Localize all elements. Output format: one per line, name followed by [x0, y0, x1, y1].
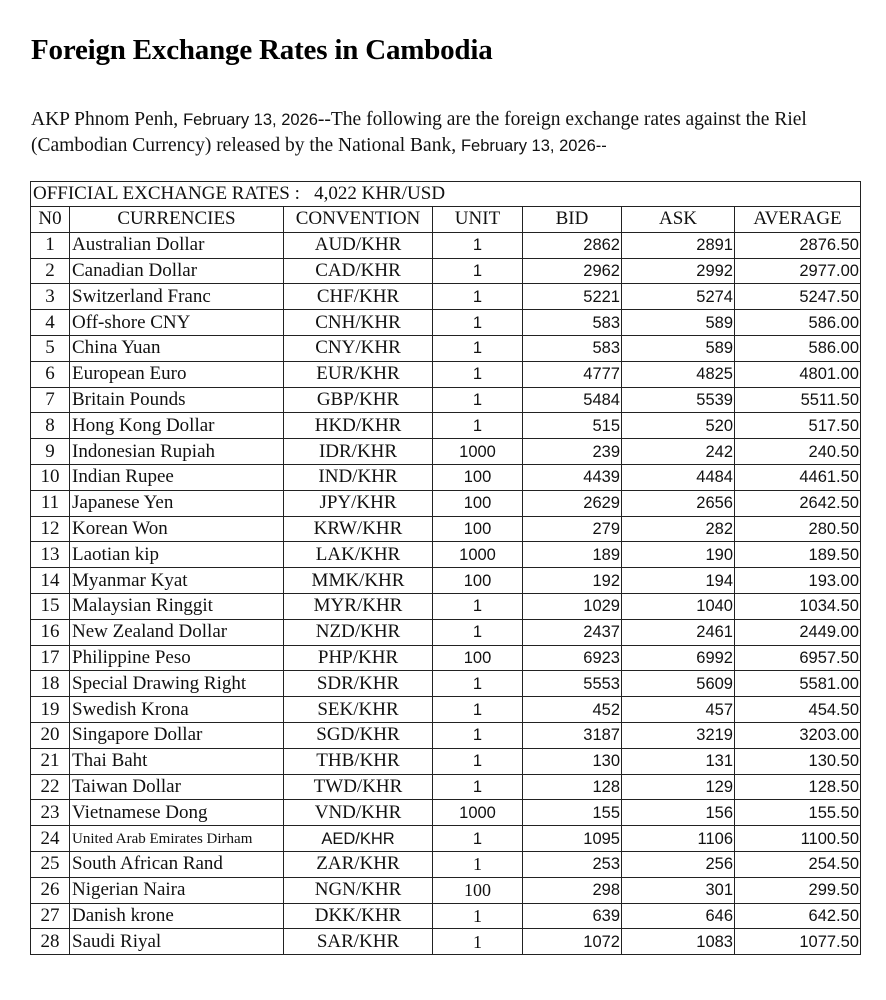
row-number: 25 [31, 851, 70, 877]
table-row [31, 826, 861, 852]
currency-unit: 1 [433, 361, 523, 387]
ask-rate: 5274 [622, 284, 735, 310]
currency-convention: IND/KHR [284, 464, 433, 490]
ask-rate: 1040 [622, 593, 735, 619]
ask-rate: 520 [622, 413, 735, 439]
intro-text-2: --The following are the foreign exchange rates against the Riel (Cambodian Currency) released by the National Bank, [31, 109, 807, 156]
currency-convention: SEK/KHR [284, 697, 433, 723]
average-rate: 1034.50 [735, 593, 861, 619]
currency-unit: 1 [433, 826, 523, 852]
intro-text-3: -- [595, 137, 607, 155]
average-rate: 254.50 [735, 851, 861, 877]
currency-unit: 1 [433, 748, 523, 774]
average-rate: 454.50 [735, 697, 861, 723]
currency-convention: HKD/KHR [284, 413, 433, 439]
currency-unit: 1 [433, 284, 523, 310]
row-number: 11 [31, 490, 70, 516]
average-rate: 2449.00 [735, 619, 861, 645]
currency-unit: 1 [433, 903, 523, 929]
currency-unit: 1 [433, 335, 523, 361]
currency-convention: PHP/KHR [284, 645, 433, 671]
average-rate: 128.50 [735, 774, 861, 800]
ask-rate: 4484 [622, 464, 735, 490]
average-rate: 4801.00 [735, 361, 861, 387]
ask-rate: 589 [622, 310, 735, 336]
average-rate: 130.50 [735, 748, 861, 774]
currency-name: Malaysian Ringgit [70, 593, 284, 619]
row-number: 10 [31, 464, 70, 490]
average-rate: 6957.50 [735, 645, 861, 671]
bid-rate: 253 [523, 851, 622, 877]
currency-convention: GBP/KHR [284, 387, 433, 413]
row-number: 27 [31, 903, 70, 929]
currency-convention: KRW/KHR [284, 516, 433, 542]
page-title: Foreign Exchange Rates in Cambodia [31, 34, 493, 66]
bid-rate: 192 [523, 568, 622, 594]
ask-rate: 646 [622, 903, 735, 929]
currency-name: Britain Pounds [70, 387, 284, 413]
row-number: 5 [31, 335, 70, 361]
average-rate: 2642.50 [735, 490, 861, 516]
currency-name: Hong Kong Dollar [70, 413, 284, 439]
average-rate: 193.00 [735, 568, 861, 594]
header-bid: BID [523, 207, 622, 233]
currency-convention: DKK/KHR [284, 903, 433, 929]
currency-unit: 1 [433, 722, 523, 748]
ask-rate: 457 [622, 697, 735, 723]
bid-rate: 4439 [523, 464, 622, 490]
currency-unit: 100 [433, 568, 523, 594]
bid-rate: 2437 [523, 619, 622, 645]
bid-rate: 639 [523, 903, 622, 929]
average-rate: 5581.00 [735, 671, 861, 697]
average-rate: 642.50 [735, 903, 861, 929]
header-unit: UNIT [433, 207, 523, 233]
currency-name: Off-shore CNY [70, 310, 284, 336]
row-number: 17 [31, 645, 70, 671]
row-number: 18 [31, 671, 70, 697]
currency-name: New Zealand Dollar [70, 619, 284, 645]
currency-convention: VND/KHR [284, 800, 433, 826]
currency-name: Canadian Dollar [70, 258, 284, 284]
table-row [31, 593, 861, 619]
average-rate: 1077.50 [735, 929, 861, 955]
table-row [31, 748, 861, 774]
ask-rate: 4825 [622, 361, 735, 387]
ask-rate: 589 [622, 335, 735, 361]
currency-convention: CNY/KHR [284, 335, 433, 361]
row-number: 15 [31, 593, 70, 619]
currency-unit: 1 [433, 851, 523, 877]
bid-rate: 452 [523, 697, 622, 723]
row-number: 20 [31, 722, 70, 748]
currency-convention: MYR/KHR [284, 593, 433, 619]
bid-rate: 5484 [523, 387, 622, 413]
currency-convention: AUD/KHR [284, 232, 433, 258]
currency-name: Thai Baht [70, 748, 284, 774]
table-row [31, 645, 861, 671]
ask-rate: 5539 [622, 387, 735, 413]
currency-unit: 1 [433, 232, 523, 258]
ask-rate: 2656 [622, 490, 735, 516]
currency-name: Indian Rupee [70, 464, 284, 490]
currency-name: Indonesian Rupiah [70, 439, 284, 465]
currency-unit: 100 [433, 645, 523, 671]
currency-convention: SGD/KHR [284, 722, 433, 748]
ask-rate: 194 [622, 568, 735, 594]
currency-unit: 1000 [433, 542, 523, 568]
bid-rate: 298 [523, 877, 622, 903]
currency-name: Saudi Riyal [70, 929, 284, 955]
row-number: 13 [31, 542, 70, 568]
ask-rate: 6992 [622, 645, 735, 671]
row-number: 3 [31, 284, 70, 310]
currency-name: Switzerland Franc [70, 284, 284, 310]
average-rate: 280.50 [735, 516, 861, 542]
row-number: 16 [31, 619, 70, 645]
average-rate: 2977.00 [735, 258, 861, 284]
currency-convention: NZD/KHR [284, 619, 433, 645]
bid-rate: 6923 [523, 645, 622, 671]
table-row [31, 258, 861, 284]
table-row [31, 903, 861, 929]
row-number: 23 [31, 800, 70, 826]
row-number: 19 [31, 697, 70, 723]
table-row [31, 464, 861, 490]
ask-rate: 1083 [622, 929, 735, 955]
exchange-rates-table [30, 181, 861, 955]
bid-rate: 279 [523, 516, 622, 542]
currency-convention: LAK/KHR [284, 542, 433, 568]
ask-rate: 2461 [622, 619, 735, 645]
bid-rate: 2962 [523, 258, 622, 284]
table-row [31, 387, 861, 413]
ask-rate: 5609 [622, 671, 735, 697]
currency-name: Australian Dollar [70, 232, 284, 258]
currency-unit: 1 [433, 697, 523, 723]
currency-convention: SDR/KHR [284, 671, 433, 697]
ask-rate: 190 [622, 542, 735, 568]
currency-unit: 1000 [433, 800, 523, 826]
bid-rate: 4777 [523, 361, 622, 387]
average-rate: 240.50 [735, 439, 861, 465]
currency-name: Japanese Yen [70, 490, 284, 516]
row-number: 1 [31, 232, 70, 258]
intro-text-1: AKP Phnom Penh, [31, 109, 184, 130]
row-number: 14 [31, 568, 70, 594]
currency-name: Laotian kip [70, 542, 284, 568]
bid-rate: 130 [523, 748, 622, 774]
currency-name: South African Rand [70, 851, 284, 877]
bid-rate: 5553 [523, 671, 622, 697]
bid-rate: 5221 [523, 284, 622, 310]
header-average: AVERAGE [735, 207, 861, 233]
currency-unit: 1 [433, 413, 523, 439]
bid-rate: 2629 [523, 490, 622, 516]
table-row [31, 568, 861, 594]
currency-convention: ZAR/KHR [284, 851, 433, 877]
row-number: 22 [31, 774, 70, 800]
ask-rate: 131 [622, 748, 735, 774]
ask-rate: 129 [622, 774, 735, 800]
currency-unit: 1 [433, 619, 523, 645]
table-row [31, 619, 861, 645]
currency-name: Vietnamese Dong [70, 800, 284, 826]
currency-convention: EUR/KHR [284, 361, 433, 387]
currency-convention: TWD/KHR [284, 774, 433, 800]
header-row [31, 207, 861, 233]
row-number: 28 [31, 929, 70, 955]
table-row [31, 232, 861, 258]
bid-rate: 515 [523, 413, 622, 439]
table-row [31, 361, 861, 387]
average-rate: 586.00 [735, 335, 861, 361]
official-rate-row [31, 182, 861, 207]
row-number: 9 [31, 439, 70, 465]
currency-name: United Arab Emirates Dirham [70, 826, 284, 852]
currency-unit: 100 [433, 516, 523, 542]
currency-name: China Yuan [70, 335, 284, 361]
average-rate: 5511.50 [735, 387, 861, 413]
average-rate: 5247.50 [735, 284, 861, 310]
average-rate: 3203.00 [735, 722, 861, 748]
currency-convention: NGN/KHR [284, 877, 433, 903]
table-row [31, 774, 861, 800]
table-row [31, 542, 861, 568]
table-row [31, 439, 861, 465]
bid-rate: 1029 [523, 593, 622, 619]
table-row [31, 413, 861, 439]
bid-rate: 583 [523, 335, 622, 361]
currency-name: Taiwan Dollar [70, 774, 284, 800]
bid-rate: 189 [523, 542, 622, 568]
bid-rate: 128 [523, 774, 622, 800]
table-row [31, 671, 861, 697]
table-row [31, 284, 861, 310]
currency-convention: CAD/KHR [284, 258, 433, 284]
table-row [31, 490, 861, 516]
intro-date-1: February 13, 2026 [183, 111, 318, 129]
ask-rate: 3219 [622, 722, 735, 748]
currency-convention: MMK/KHR [284, 568, 433, 594]
row-number: 6 [31, 361, 70, 387]
currency-unit: 1000 [433, 439, 523, 465]
ask-rate: 1106 [622, 826, 735, 852]
currency-unit: 100 [433, 877, 523, 903]
average-rate: 517.50 [735, 413, 861, 439]
bid-rate: 155 [523, 800, 622, 826]
currency-convention: CHF/KHR [284, 284, 433, 310]
header-no: N0 [31, 207, 70, 233]
row-number: 7 [31, 387, 70, 413]
currency-unit: 1 [433, 387, 523, 413]
table-row [31, 877, 861, 903]
currency-unit: 1 [433, 593, 523, 619]
bid-rate: 1095 [523, 826, 622, 852]
currency-convention: AED/KHR [284, 826, 433, 852]
table-row [31, 800, 861, 826]
average-rate: 299.50 [735, 877, 861, 903]
currency-unit: 1 [433, 929, 523, 955]
bid-rate: 3187 [523, 722, 622, 748]
row-number: 4 [31, 310, 70, 336]
ask-rate: 156 [622, 800, 735, 826]
table-row [31, 851, 861, 877]
currency-name: Nigerian Naira [70, 877, 284, 903]
currency-unit: 1 [433, 774, 523, 800]
table-row [31, 722, 861, 748]
table-row [31, 516, 861, 542]
currency-unit: 100 [433, 490, 523, 516]
row-number: 26 [31, 877, 70, 903]
bid-rate: 1072 [523, 929, 622, 955]
currency-unit: 1 [433, 258, 523, 284]
table-row [31, 697, 861, 723]
currency-convention: THB/KHR [284, 748, 433, 774]
average-rate: 2876.50 [735, 232, 861, 258]
table-row [31, 335, 861, 361]
currency-unit: 1 [433, 310, 523, 336]
average-rate: 155.50 [735, 800, 861, 826]
average-rate: 189.50 [735, 542, 861, 568]
average-rate: 4461.50 [735, 464, 861, 490]
average-rate: 586.00 [735, 310, 861, 336]
currency-name: Korean Won [70, 516, 284, 542]
currency-name: Swedish Krona [70, 697, 284, 723]
row-number: 8 [31, 413, 70, 439]
currency-convention: SAR/KHR [284, 929, 433, 955]
table-row [31, 929, 861, 955]
row-number: 24 [31, 826, 70, 852]
currency-name: Singapore Dollar [70, 722, 284, 748]
currency-name: Danish krone [70, 903, 284, 929]
ask-rate: 2992 [622, 258, 735, 284]
ask-rate: 256 [622, 851, 735, 877]
header-ask: ASK [622, 207, 735, 233]
currency-name: European Euro [70, 361, 284, 387]
header-currencies: CURRENCIES [70, 207, 284, 233]
bid-rate: 2862 [523, 232, 622, 258]
currency-unit: 100 [433, 464, 523, 490]
bid-rate: 239 [523, 439, 622, 465]
bid-rate: 583 [523, 310, 622, 336]
ask-rate: 282 [622, 516, 735, 542]
ask-rate: 242 [622, 439, 735, 465]
row-number: 2 [31, 258, 70, 284]
currency-convention: JPY/KHR [284, 490, 433, 516]
currency-convention: CNH/KHR [284, 310, 433, 336]
currency-unit: 1 [433, 671, 523, 697]
header-convention: CONVENTION [284, 207, 433, 233]
intro-date-2: February 13, 2026 [460, 137, 596, 155]
table-row [31, 310, 861, 336]
row-number: 21 [31, 748, 70, 774]
ask-rate: 301 [622, 877, 735, 903]
currency-convention: IDR/KHR [284, 439, 433, 465]
intro-paragraph [31, 107, 861, 159]
currency-name: Philippine Peso [70, 645, 284, 671]
currency-name: Special Drawing Right [70, 671, 284, 697]
official-rate-label: OFFICIAL EXCHANGE RATES : 4,022 KHR/USD [31, 182, 861, 207]
average-rate: 1100.50 [735, 826, 861, 852]
ask-rate: 2891 [622, 232, 735, 258]
row-number: 12 [31, 516, 70, 542]
currency-name: Myanmar Kyat [70, 568, 284, 594]
